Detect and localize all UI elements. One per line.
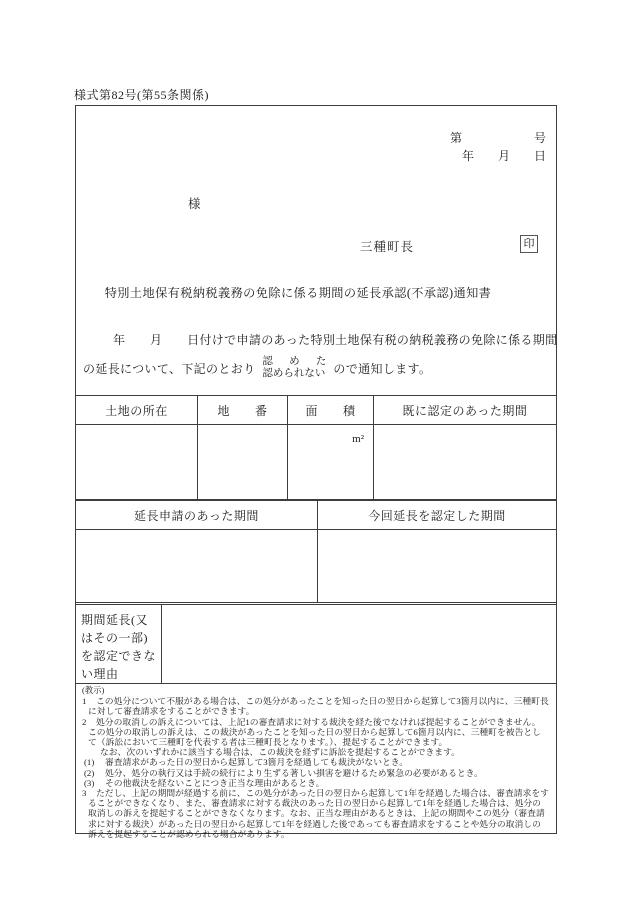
lot-number-header: 地 番: [198, 396, 288, 424]
addressee-sama: 様: [188, 197, 201, 211]
note-text: なお、次のいずれかに該当する場合は、この裁決を経ずに訴訟を提起することができます。: [100, 747, 460, 758]
notes-label: (教示): [82, 686, 105, 695]
form-outer-box: [75, 105, 558, 839]
note-text: 審査請求があった日の翌日から起算して3箇月を経過しても裁決がないとき。: [105, 757, 409, 768]
requested-period-header: 延長申請のあった期間: [76, 501, 318, 529]
doc-date-line: 年 月 日: [461, 149, 546, 163]
note-marker: 3: [82, 788, 87, 799]
note-sub-marker: (1): [84, 757, 95, 768]
note-text: この処分について不服がある場合は、この処分があったことを知った日の翌日から起算して3箇月以内に、三種町長に対して審査請求をすることができます。: [88, 696, 549, 717]
land-table-header-row: [76, 395, 556, 425]
note-item-3: [82, 788, 549, 839]
area-field: [288, 425, 374, 499]
period-table-header-row: [76, 500, 556, 530]
note-sub-marker: (2): [84, 767, 95, 778]
note-subitem-2: [82, 768, 549, 778]
note-text: 処分、処分の執行又は手続の続行により生ずる著しい損害を避けるため緊急の必要があるとき。: [105, 767, 483, 778]
document-title: 特別土地保有税納税義務の免除に係る期間の延長承認(不承認)通知書: [104, 286, 492, 300]
land-table: [76, 395, 556, 500]
body-line2-post: ので通知します。: [333, 361, 432, 376]
land-location-header: 土地の所在: [76, 396, 198, 424]
area-header: 面 積: [288, 396, 374, 424]
note-text: その他裁決を経ないことにつき正当な理由があるとき。: [105, 777, 325, 788]
body-line2-pre: の延長について、下記のとおり: [83, 361, 256, 376]
granted-period-field: [318, 530, 556, 602]
note-item-2: [82, 717, 549, 748]
land-table-data-row: [76, 425, 556, 500]
note-marker: 1: [82, 696, 87, 707]
seal-mark: 印: [520, 235, 538, 253]
appeal-notes: [76, 686, 556, 839]
note-sub-marker: (3): [84, 777, 95, 788]
issuer-name: 三種町長: [360, 240, 415, 254]
form-style-number: 様式第82号(第55条関係): [74, 88, 209, 102]
note-item-1: [82, 696, 549, 716]
body-text-line2: [83, 352, 431, 384]
granted-period-header: 今回延長を認定した期間: [368, 508, 506, 523]
approval-choice-stack: [262, 356, 326, 380]
reason-box: [76, 604, 556, 684]
period-table-data-row: [76, 530, 556, 603]
note-subitem-3: [82, 778, 549, 788]
body-text-line1: 年 月 日付けで申請のあった特別土地保有税の納税義務の免除に係る期間: [113, 333, 558, 347]
note-text: 処分の取消しの訴えについては、上記1の審査請求に対する裁決を経た後でなければ提起することができません。この処分の取消しの訴えは、この裁決があったことを知った日の翌日から起算して6箇月以内に、三種町を被告として（訴訟において三種町を代表する者は三種町長となります。）、提起することができます。: [88, 716, 541, 748]
choice-not-approved: 認められない: [262, 368, 326, 379]
land-location-field: [76, 425, 198, 499]
area-unit-label: m²: [352, 433, 364, 445]
note-subitem-1: [82, 757, 549, 767]
approved-period-header: 既に認定のあった期間: [402, 403, 528, 418]
note-text: ただし、上記の期間が経過する前に、この処分があった日の翌日から起算して1年を経過した場合は、審査請求をすることができなくなり、また、審査請求に対する裁決のあった日の翌日から起算して1年を経過した場合は、処分の取消しの訴えを提起することができなくなります。なお、正当な理由があるときは、上記の期間やこの処分（審査請求に対する裁決）があった日の翌日から起算して1年を経過した後であっても審査請求をすることや処分の取消しの訴えを提起することが認められる場合があります。: [88, 788, 549, 839]
lot-number-field: [198, 425, 288, 499]
note-marker: 2: [82, 716, 87, 727]
requested-period-field: [76, 530, 318, 602]
approved-period-field: [374, 425, 556, 499]
doc-number-line: 第 号: [449, 131, 546, 145]
note-item-2-supplement: [82, 747, 549, 757]
period-table: [76, 500, 556, 603]
reason-label: 期間延長(又はその一部)を認定できない理由: [76, 605, 162, 683]
doc-number-block: [450, 129, 546, 165]
choice-approved: 認めた: [262, 356, 327, 367]
reason-content-field: [162, 605, 556, 683]
